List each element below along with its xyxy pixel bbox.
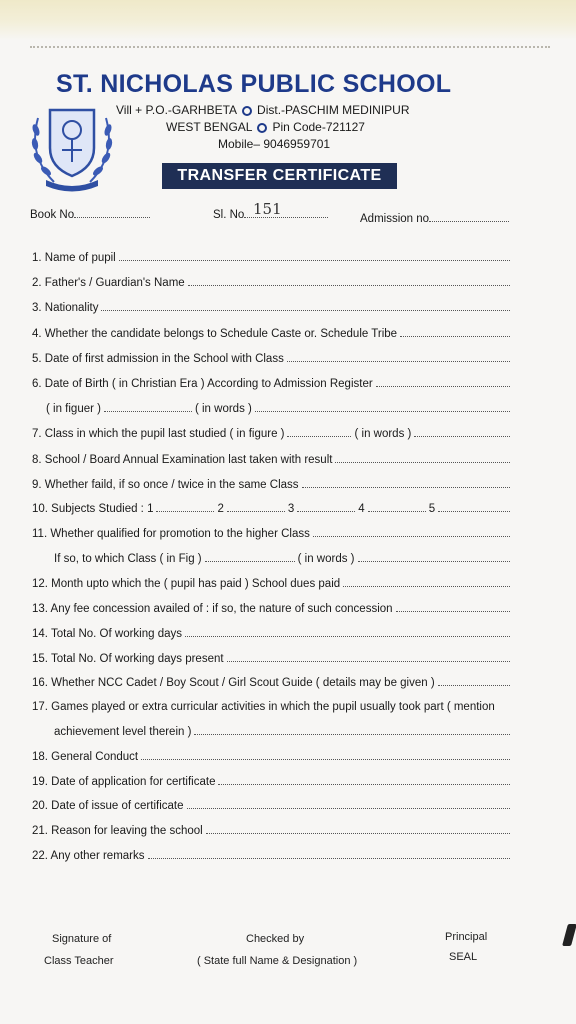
bullet-icon: [257, 123, 267, 133]
principal-label: Principal: [445, 931, 488, 943]
field-row-7: 7. Class in which the pupil last studied ( in figure ) ( in words ): [32, 424, 510, 440]
field-row-9: 9. Whether faild, if so once / twice in the same Class: [32, 475, 510, 491]
book-no-field: [30, 208, 150, 221]
district: Dist.-PASCHIM MEDINIPUR: [257, 103, 410, 117]
field-row-13: 13. Any fee concession availed of : if so, the nature of such concession: [32, 599, 510, 615]
village-po: Vill + P.O.-GARHBETA: [116, 103, 238, 117]
class-teacher-signature-label-2: Class Teacher: [44, 955, 114, 967]
checked-by-label: Checked by: [246, 933, 305, 945]
field-row-20: 20. Date of issue of certificate: [32, 796, 510, 812]
field-row-15: 15. Total No. Of working days present: [32, 649, 510, 665]
perforation-line: [30, 46, 550, 52]
sl-no-label: Sl. No: [213, 209, 245, 221]
field-row-1: 1. Name of pupil: [32, 248, 510, 264]
ink-mark: [562, 924, 576, 946]
book-no-label: Book No: [30, 209, 75, 221]
field-row-12: 12. Month upto which the ( pupil has paid ) School dues paid: [32, 574, 510, 590]
pin-code: Pin Code-721127: [272, 120, 365, 134]
certificate-title: TRANSFER CERTIFICATE: [162, 163, 397, 189]
field-row-19: 19. Date of application for certificate: [32, 772, 510, 788]
seal-label: SEAL: [449, 951, 478, 963]
field-row-22: 22. Any other remarks: [32, 846, 510, 862]
field-row-16: 16. Whether NCC Cadet / Boy Scout / Girl Scout Guide ( details may be given ): [32, 673, 510, 689]
state: WEST BENGAL: [166, 120, 253, 134]
bullet-icon: [242, 106, 252, 116]
admission-no-field: [360, 212, 509, 225]
field-row-18: 18. General Conduct: [32, 747, 510, 763]
field-row-6: 6. Date of Birth ( in Christian Era ) According to Admission Register: [32, 374, 510, 390]
field-row-21: 21. Reason for leaving the school: [32, 821, 510, 837]
field-row-17b: achievement level therein ): [54, 722, 510, 738]
field-row-6b: ( in figuer ) ( in words ): [46, 399, 510, 415]
admission-no-label: Admission no: [360, 213, 430, 225]
field-row-17: 17. Games played or extra curricular activities in which the pupil usually took part ( mention: [32, 701, 495, 713]
mobile-number: Mobile– 9046959701: [218, 137, 331, 151]
field-row-2: 2. Father's / Guardian's Name: [32, 273, 510, 289]
field-row-11b: If so, to which Class ( in Fig ) ( in words ): [54, 549, 510, 565]
field-row-3: 3. Nationality: [32, 298, 510, 314]
address-line-1: [116, 103, 410, 117]
paper-top-band: [0, 0, 576, 40]
field-row-10: 10. Subjects Studied : 1 2 3 4 5: [32, 499, 510, 515]
field-row-14: 14. Total No. Of working days: [32, 624, 510, 640]
address-line-2: [166, 120, 365, 134]
field-row-11: 11. Whether qualified for promotion to the higher Class: [32, 524, 510, 540]
school-name: ST. NICHOLAS PUBLIC SCHOOL: [56, 70, 452, 98]
school-crest-logo: [24, 100, 120, 196]
field-row-4: 4. Whether the candidate belongs to Schedule Caste or. Schedule Tribe: [32, 324, 510, 340]
sl-no-value: 151: [253, 200, 282, 218]
field-row-5: 5. Date of first admission in the School with Class: [32, 349, 510, 365]
checked-by-designation-label: ( State full Name & Designation ): [197, 955, 358, 967]
class-teacher-signature-label-1: Signature of: [52, 933, 112, 945]
field-row-8: 8. School / Board Annual Examination last taken with result: [32, 450, 510, 466]
